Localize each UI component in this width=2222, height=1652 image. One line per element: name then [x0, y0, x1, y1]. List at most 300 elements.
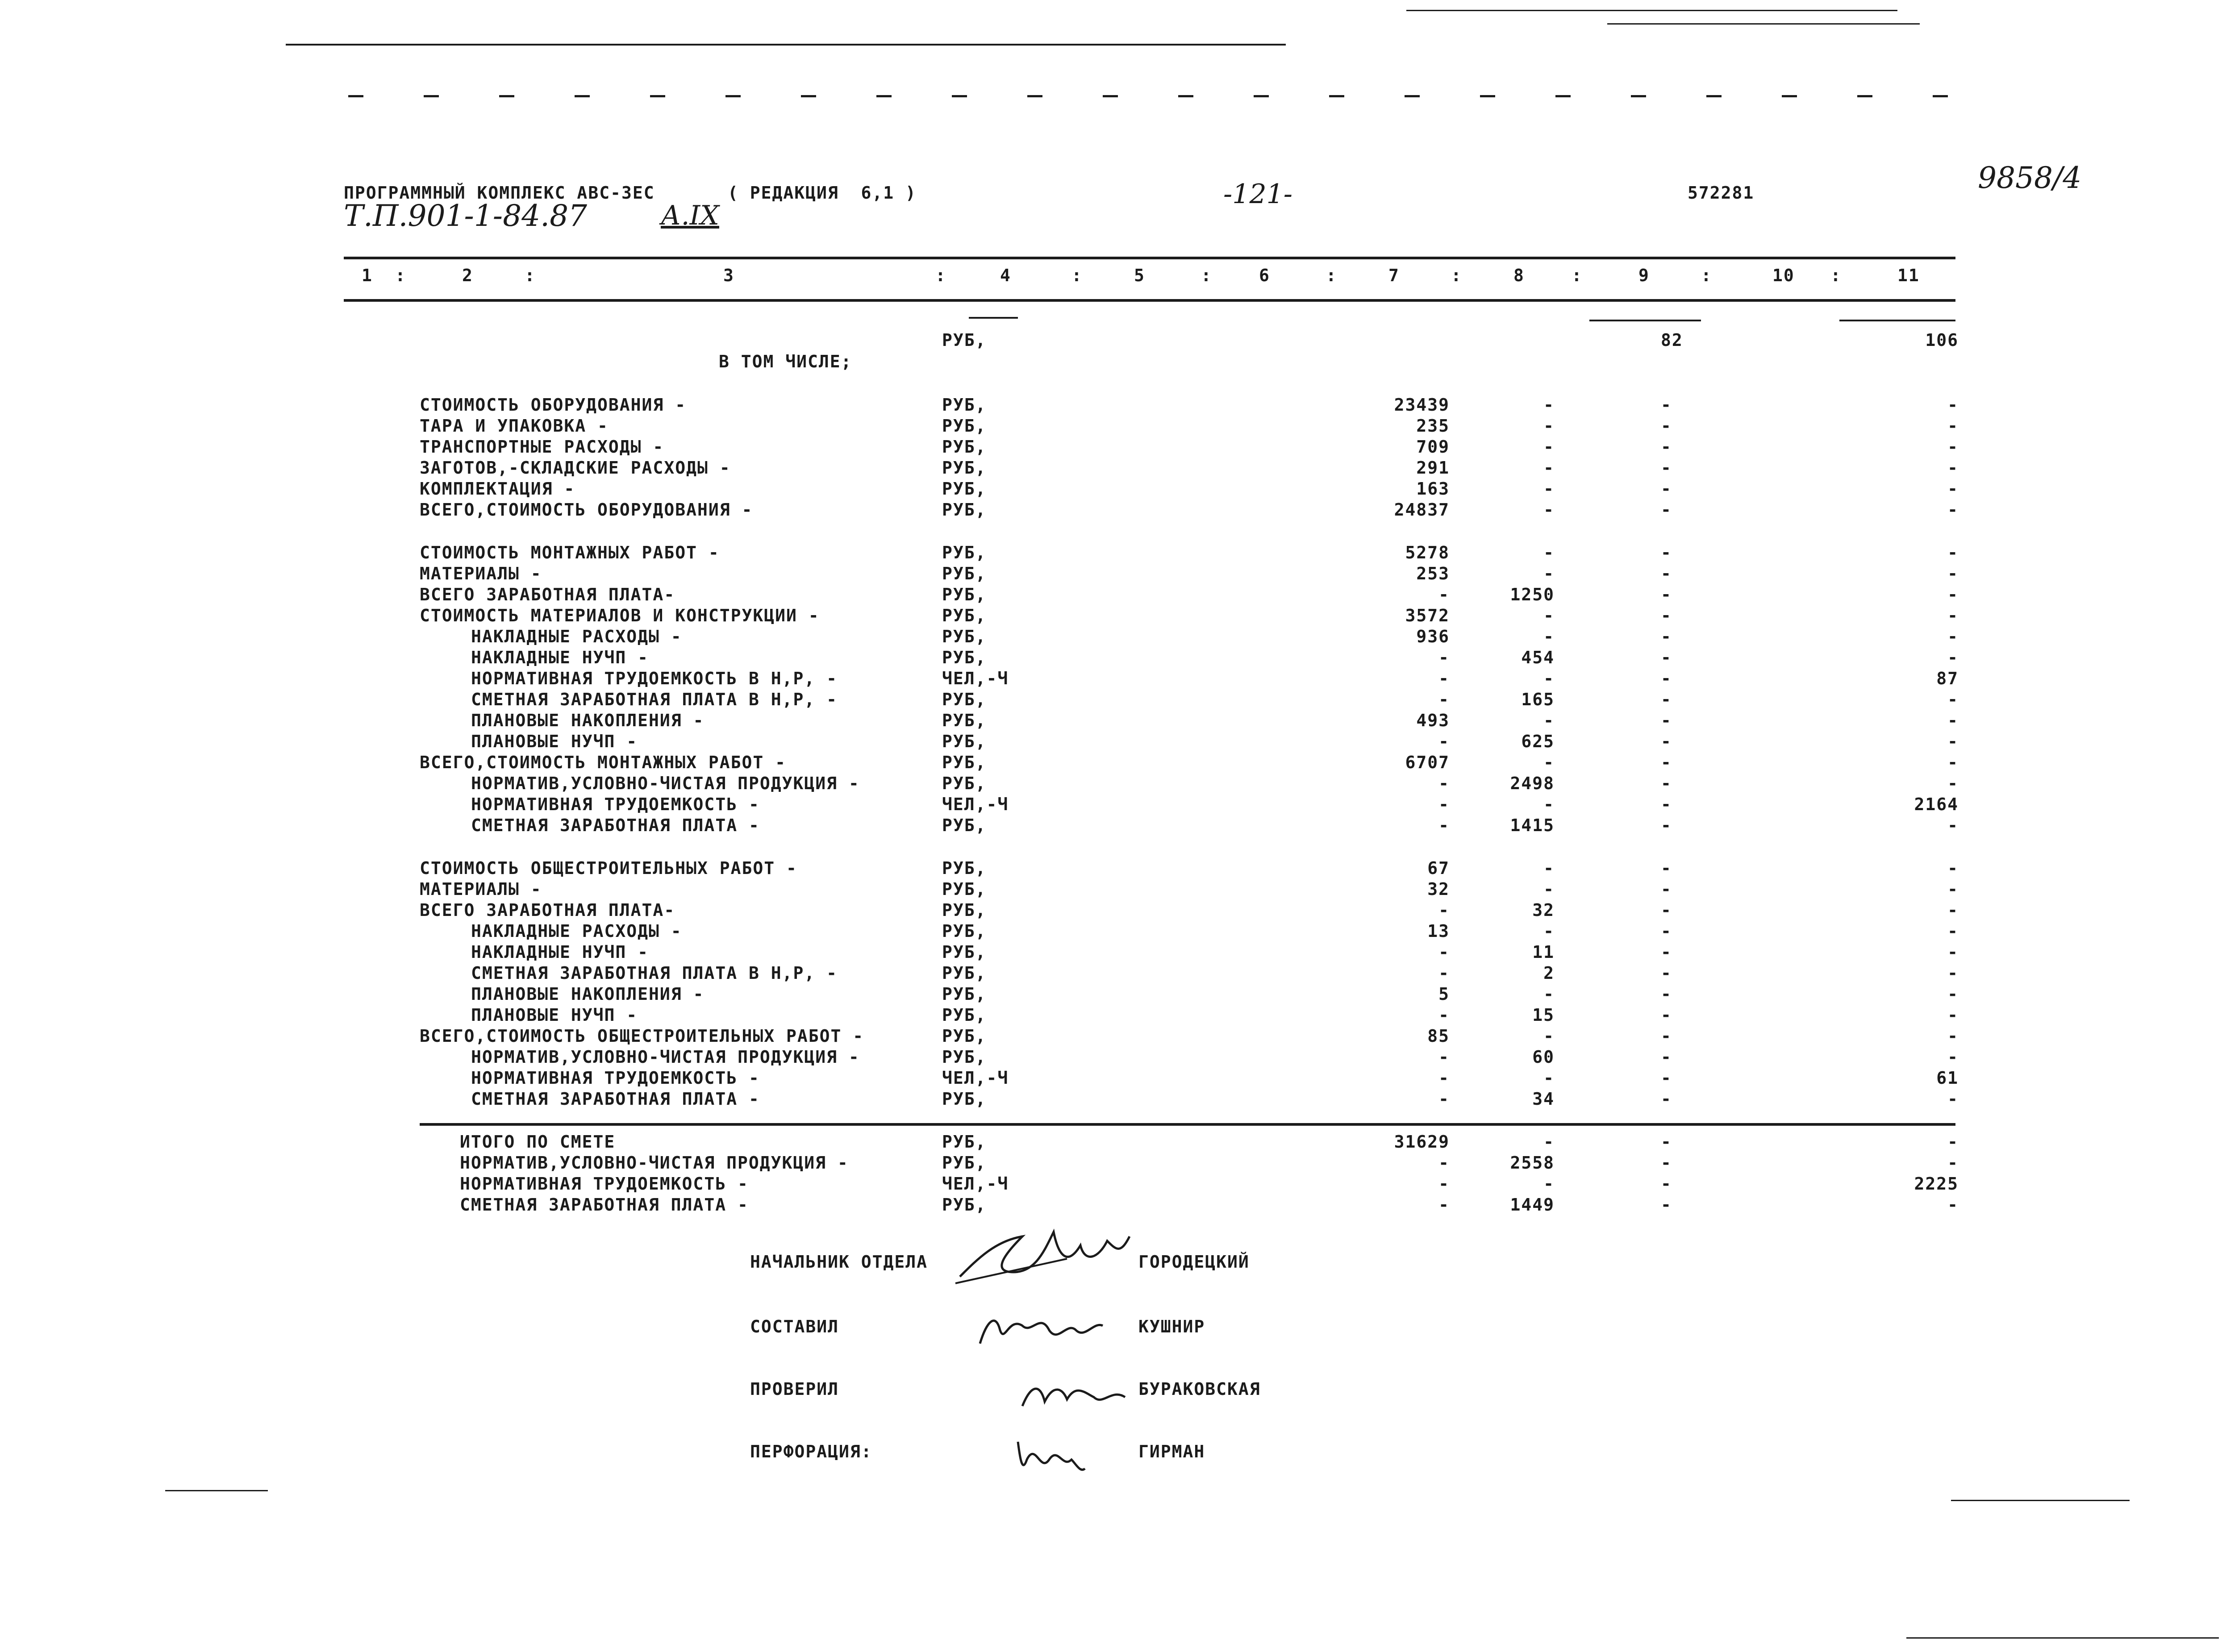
signature-role: ПЕРФОРАЦИЯ: — [750, 1442, 872, 1461]
perforation-dash — [1933, 95, 1948, 97]
signature-name: ГОРОДЕЦКИЙ — [1138, 1252, 1250, 1272]
col7-value: 6707 — [1405, 753, 1450, 772]
col8-value: 2498 — [1510, 774, 1555, 793]
row-unit: РУБ, — [942, 921, 987, 941]
table-row — [0, 564, 2222, 584]
row-unit: РУБ, — [942, 1089, 987, 1109]
col11-value: - — [1947, 774, 1959, 793]
row-unit: РУБ, — [942, 816, 987, 835]
perforation-dash — [499, 95, 514, 97]
row-unit: РУБ, — [942, 690, 987, 709]
col11-value: - — [1947, 500, 1959, 520]
row-label: НАКЛАДНЫЕ РАСХОДЫ - — [471, 627, 682, 646]
column-number: 2 — [462, 266, 473, 285]
col9-value: - — [1661, 1005, 1672, 1025]
row-unit: РУБ, — [942, 879, 987, 899]
table-row — [0, 963, 2222, 984]
signature-mark-3 — [1018, 1375, 1134, 1419]
perforation-dash — [725, 95, 741, 97]
row-label: НОРМАТИВ,УСЛОВНО-ЧИСТАЯ ПРОДУКЦИЯ - — [471, 774, 860, 793]
table-row — [0, 1174, 2222, 1194]
perforation-dash — [952, 95, 967, 97]
perforation-dash — [575, 95, 590, 97]
col9-value: - — [1661, 984, 1672, 1004]
table-row — [0, 627, 2222, 647]
col7-value: - — [1438, 1153, 1450, 1173]
row-label: ИТОГО ПО СМЕТЕ — [460, 1132, 616, 1152]
row-label: МАТЕРИАЛЫ - — [420, 879, 542, 899]
row-unit: РУБ, — [942, 1132, 987, 1152]
col9-value: - — [1661, 627, 1672, 646]
table-row — [0, 1068, 2222, 1089]
perforation-dash — [1027, 95, 1042, 97]
col7-value: 24837 — [1394, 500, 1450, 520]
row-unit: РУБ, — [942, 1005, 987, 1025]
row-label: НОРМАТИВНАЯ ТРУДОЕМКОСТЬ - — [471, 795, 760, 814]
row-label: КОМПЛЕКТАЦИЯ - — [420, 479, 575, 499]
column-number: 9 — [1638, 266, 1650, 285]
table-header-rule — [344, 299, 1955, 302]
col9-value: - — [1661, 1026, 1672, 1046]
col9-value: - — [1661, 816, 1672, 835]
column-header-row — [0, 266, 2222, 288]
row-label: СТОИМОСТЬ ОБЩЕСТРОИТЕЛЬНЫХ РАБОТ - — [420, 858, 797, 878]
table-row — [0, 648, 2222, 668]
row-unit: РУБ, — [942, 1153, 987, 1173]
col11-value: - — [1947, 984, 1959, 1004]
bottom-scan-line-1 — [165, 1490, 268, 1491]
col8-value: 2 — [1543, 963, 1555, 983]
totals-rule — [420, 1123, 1955, 1126]
column-separator: : — [1326, 266, 1337, 285]
row-unit: РУБ, — [942, 458, 987, 478]
col9-value: - — [1661, 1132, 1672, 1152]
column-separator: : — [935, 266, 946, 285]
column-separator: : — [395, 266, 406, 285]
col9-value: - — [1661, 395, 1672, 415]
column-separator: : — [1451, 266, 1462, 285]
col7-value: 85 — [1427, 1026, 1450, 1046]
col7-value: - — [1438, 1195, 1450, 1215]
col9-value: - — [1661, 921, 1672, 941]
row-label: ТАРА И УПАКОВКА - — [420, 416, 609, 436]
perforation-dash — [876, 95, 892, 97]
row-label: НАКЛАДНЫЕ НУЧП - — [471, 942, 649, 962]
col8-value: - — [1543, 564, 1555, 583]
column-separator: : — [1701, 266, 1712, 285]
edition: ( РЕДАКЦИЯ 6,1 ) — [728, 183, 917, 203]
col11-value: - — [1947, 1089, 1959, 1109]
col8-value: 1449 — [1510, 1195, 1555, 1215]
table-row — [0, 437, 2222, 458]
col9-value: - — [1661, 774, 1672, 793]
col7-value: 235 — [1416, 416, 1450, 436]
column-number: 10 — [1772, 266, 1795, 285]
table-row — [0, 1005, 2222, 1026]
row-unit: РУБ, — [942, 606, 987, 625]
row-label: ВСЕГО ЗАРАБОТНАЯ ПЛАТА- — [420, 900, 675, 920]
row-label: НАКЛАДНЫЕ НУЧП - — [471, 648, 649, 667]
row-label: ПЛАНОВЫЕ НАКОПЛЕНИЯ - — [471, 711, 705, 730]
row-unit: РУБ, — [942, 774, 987, 793]
col8-value: 11 — [1532, 942, 1555, 962]
col7-value: - — [1438, 963, 1450, 983]
col9-value: - — [1661, 437, 1672, 457]
col11-value: - — [1947, 690, 1959, 709]
col8-value: 625 — [1521, 732, 1555, 751]
signature-role: ПРОВЕРИЛ — [750, 1379, 839, 1399]
perforation-dash — [1782, 95, 1797, 97]
col7-value: - — [1438, 900, 1450, 920]
row-unit: РУБ, — [942, 753, 987, 772]
col9-value: - — [1661, 500, 1672, 520]
col8-value: - — [1543, 984, 1555, 1004]
column-number: 6 — [1259, 266, 1270, 285]
col9-value: - — [1661, 1153, 1672, 1173]
row-label: ПЛАНОВЫЕ НУЧП - — [471, 1005, 638, 1025]
column-separator: : — [1830, 266, 1842, 285]
col7-value: - — [1438, 1068, 1450, 1088]
album: А.IX — [661, 200, 719, 231]
row-label: ЗАГОТОВ,-СКЛАДСКИЕ РАСХОДЫ - — [420, 458, 731, 478]
table-row — [0, 585, 2222, 605]
col9-value: - — [1661, 711, 1672, 730]
col9-value: - — [1661, 858, 1672, 878]
col7-value: 291 — [1416, 458, 1450, 478]
column-number: 7 — [1388, 266, 1400, 285]
row-label: СМЕТНАЯ ЗАРАБОТНАЯ ПЛАТА В Н,Р, - — [471, 690, 838, 709]
col8-value: 1250 — [1510, 585, 1555, 604]
corner-number: 9858/4 — [1978, 161, 2082, 195]
perforation-dash — [1555, 95, 1571, 97]
col11-value: 87 — [1936, 669, 1959, 688]
row-label: СМЕТНАЯ ЗАРАБОТНАЯ ПЛАТА В Н,Р, - — [471, 963, 838, 983]
col7-value: 3572 — [1405, 606, 1450, 625]
row-label: СТОИМОСТЬ ОБОРУДОВАНИЯ - — [420, 395, 687, 415]
col8-value: - — [1543, 1174, 1555, 1194]
col7-value: - — [1438, 732, 1450, 751]
perforation-dash — [1254, 95, 1269, 97]
col11-value: - — [1947, 648, 1959, 667]
table-row — [0, 543, 2222, 563]
col9-value: - — [1661, 1068, 1672, 1088]
col8-value: 15 — [1532, 1005, 1555, 1025]
col11-value: - — [1947, 858, 1959, 878]
perforation-dash — [1631, 95, 1646, 97]
table-row — [0, 606, 2222, 626]
signature-mark-4 — [1009, 1433, 1089, 1482]
top-scan-line-3 — [1607, 23, 1920, 25]
col7-value: - — [1438, 648, 1450, 667]
col11-value: - — [1947, 753, 1959, 772]
col9-value: - — [1661, 963, 1672, 983]
column-number: 8 — [1513, 266, 1525, 285]
col7-value: - — [1438, 774, 1450, 793]
row-unit: РУБ, — [942, 395, 987, 415]
row-label: СТОИМОСТЬ МАТЕРИАЛОВ И КОНСТРУКЦИИ - — [420, 606, 820, 625]
row-label: СМЕТНАЯ ЗАРАБОТНАЯ ПЛАТА - — [471, 1089, 760, 1109]
row-unit: ЧЕЛ,-Ч — [942, 1174, 1009, 1194]
row-label: НОРМАТИВНАЯ ТРУДОЕМКОСТЬ - — [471, 1068, 760, 1088]
col8-value: 165 — [1521, 690, 1555, 709]
col8-value: - — [1543, 1026, 1555, 1046]
col7-value: 163 — [1416, 479, 1450, 499]
table-row — [0, 984, 2222, 1005]
col7-value: 253 — [1416, 564, 1450, 583]
col11-value: - — [1947, 1005, 1959, 1025]
table-row — [0, 816, 2222, 836]
col9-value: - — [1661, 543, 1672, 562]
column-separator: : — [525, 266, 536, 285]
row-unit: РУБ, — [942, 437, 987, 457]
col8-value: - — [1543, 711, 1555, 730]
perforation-dash-row — [0, 92, 2222, 100]
column-number: 4 — [1000, 266, 1011, 285]
top-scan-line-2 — [1406, 10, 1897, 11]
row-unit: РУБ, — [942, 479, 987, 499]
table-row — [0, 458, 2222, 479]
top-scan-line-1 — [286, 44, 1286, 46]
row-unit: ЧЕЛ,-Ч — [942, 1068, 1009, 1088]
row-unit: РУБ, — [942, 627, 987, 646]
col8-value: - — [1543, 500, 1555, 520]
perforation-dash — [1178, 95, 1193, 97]
signature-name: ГИРМАН — [1138, 1442, 1205, 1461]
row-unit: ЧЕЛ,-Ч — [942, 795, 1009, 814]
column-separator: : — [1201, 266, 1212, 285]
table-row — [0, 879, 2222, 900]
bottom-scan-line-2 — [1951, 1500, 2130, 1501]
col11-value: 2225 — [1914, 1174, 1959, 1194]
table-row — [0, 416, 2222, 437]
table-row — [0, 1132, 2222, 1153]
table-row — [0, 858, 2222, 879]
table-row — [0, 942, 2222, 963]
col11-overline — [1839, 320, 1955, 321]
col7-value: - — [1438, 1089, 1450, 1109]
table-row — [0, 921, 2222, 942]
row-unit: ЧЕЛ,-Ч — [942, 669, 1009, 688]
row-unit: РУБ, — [942, 858, 987, 878]
perforation-dash — [1329, 95, 1344, 97]
row-unit: РУБ, — [942, 942, 987, 962]
row-label: НОРМАТИВНАЯ ТРУДОЕМКОСТЬ В Н,Р, - — [471, 669, 838, 688]
row-label: ВСЕГО,СТОИМОСТЬ ОБЩЕСТРОИТЕЛЬНЫХ РАБОТ - — [420, 1026, 864, 1046]
col7-value: - — [1438, 942, 1450, 962]
table-row — [0, 395, 2222, 416]
table-row — [0, 479, 2222, 499]
col8-value: - — [1543, 395, 1555, 415]
col7-value: - — [1438, 1047, 1450, 1067]
col11-value: - — [1947, 942, 1959, 962]
col9-value: - — [1661, 942, 1672, 962]
col7-value: 31629 — [1394, 1132, 1450, 1152]
unit-underline — [969, 317, 1018, 319]
table-row — [0, 732, 2222, 752]
col11-value: - — [1947, 458, 1959, 478]
row-unit: РУБ, — [942, 732, 987, 751]
table-row — [0, 330, 2222, 351]
col7-value: 67 — [1427, 858, 1450, 878]
col8-value: 32 — [1532, 900, 1555, 920]
col8-value: 34 — [1532, 1089, 1555, 1109]
col7-value: 493 — [1416, 711, 1450, 730]
column-number: 3 — [723, 266, 734, 285]
row-unit: РУБ, — [942, 900, 987, 920]
column-number: 11 — [1897, 266, 1920, 285]
col11-value: - — [1947, 1047, 1959, 1067]
col9-value: - — [1661, 669, 1672, 688]
perforation-dash — [1480, 95, 1495, 97]
row-unit: РУБ, — [942, 1026, 987, 1046]
col9-value: - — [1661, 753, 1672, 772]
col7-value: - — [1438, 795, 1450, 814]
row-label: ВСЕГО,СТОИМОСТЬ МОНТАЖНЫХ РАБОТ - — [420, 753, 786, 772]
col8-value: - — [1543, 921, 1555, 941]
col7-value: - — [1438, 690, 1450, 709]
row-unit: РУБ, — [942, 1047, 987, 1067]
perforation-dash — [650, 95, 665, 97]
row-label: В ТОМ ЧИСЛЕ; — [719, 352, 852, 371]
table-row — [0, 1047, 2222, 1068]
row-unit: РУБ, — [942, 500, 987, 520]
signature-role: СОСТАВИЛ — [750, 1317, 839, 1336]
col11-value: - — [1947, 479, 1959, 499]
column-separator: : — [1572, 266, 1583, 285]
table-row — [0, 795, 2222, 815]
row-label: ТРАНСПОРТНЫЕ РАСХОДЫ - — [420, 437, 664, 457]
row-label: ВСЕГО,СТОИМОСТЬ ОБОРУДОВАНИЯ - — [420, 500, 753, 520]
column-number: 1 — [362, 266, 373, 285]
col11-value: - — [1947, 416, 1959, 436]
col8-value: - — [1543, 1068, 1555, 1088]
perforation-dash — [1103, 95, 1118, 97]
col7-value: 13 — [1427, 921, 1450, 941]
row-label: НОРМАТИВ,УСЛОВНО-ЧИСТАЯ ПРОДУКЦИЯ - — [471, 1047, 860, 1067]
col11-value: - — [1947, 963, 1959, 983]
row-unit: РУБ, — [942, 330, 987, 350]
row-label: ПЛАНОВЫЕ НУЧП - — [471, 732, 638, 751]
row-unit: РУБ, — [942, 416, 987, 436]
col8-value: - — [1543, 479, 1555, 499]
col11-value: - — [1947, 816, 1959, 835]
col8-value: - — [1543, 606, 1555, 625]
table-top-rule — [344, 257, 1955, 259]
row-unit: РУБ, — [942, 1195, 987, 1215]
col9-value: - — [1661, 416, 1672, 436]
col11-value: 106 — [1925, 330, 1959, 350]
col11-value: - — [1947, 1026, 1959, 1046]
col7-value: 23439 — [1394, 395, 1450, 415]
row-unit: РУБ, — [942, 648, 987, 667]
col11-value: - — [1947, 921, 1959, 941]
perforation-dash — [801, 95, 816, 97]
col8-value: 454 — [1521, 648, 1555, 667]
row-label: МАТЕРИАЛЫ - — [420, 564, 542, 583]
col7-value: - — [1438, 816, 1450, 835]
table-row — [0, 774, 2222, 794]
col9-value: - — [1661, 1047, 1672, 1067]
col7-value: - — [1438, 669, 1450, 688]
row-unit: РУБ, — [942, 585, 987, 604]
col11-value: - — [1947, 711, 1959, 730]
col11-value: - — [1947, 395, 1959, 415]
col9-overline — [1589, 320, 1701, 321]
col9-value: - — [1661, 585, 1672, 604]
signature-name: КУШНИР — [1138, 1317, 1205, 1336]
page-number: -121- — [1223, 179, 1293, 210]
col11-value: - — [1947, 564, 1959, 583]
table-row — [0, 1153, 2222, 1173]
col11-value: - — [1947, 732, 1959, 751]
table-row — [0, 500, 2222, 520]
col11-value: - — [1947, 585, 1959, 604]
perforation-dash — [1706, 95, 1722, 97]
col11-value: - — [1947, 543, 1959, 562]
col8-value: - — [1543, 437, 1555, 457]
signature-name: БУРАКОВСКАЯ — [1138, 1379, 1261, 1399]
col11-value: - — [1947, 879, 1959, 899]
col7-value: - — [1438, 1005, 1450, 1025]
col8-value: - — [1543, 753, 1555, 772]
perforation-dash — [1857, 95, 1872, 97]
row-label: СТОИМОСТЬ МОНТАЖНЫХ РАБОТ - — [420, 543, 720, 562]
row-label: НОРМАТИВНАЯ ТРУДОЕМКОСТЬ - — [460, 1174, 749, 1194]
row-label: ВСЕГО ЗАРАБОТНАЯ ПЛАТА- — [420, 585, 675, 604]
col9-value: - — [1661, 564, 1672, 583]
col9-value: - — [1661, 879, 1672, 899]
col8-value: - — [1543, 543, 1555, 562]
col8-value: - — [1543, 879, 1555, 899]
table-row — [0, 669, 2222, 689]
row-label: СМЕТНАЯ ЗАРАБОТНАЯ ПЛАТА - — [460, 1195, 749, 1215]
row-label: НАКЛАДНЫЕ РАСХОДЫ - — [471, 921, 682, 941]
col9-value: 82 — [1661, 330, 1683, 350]
col11-value: - — [1947, 627, 1959, 646]
col8-value: - — [1543, 627, 1555, 646]
col9-value: - — [1661, 1195, 1672, 1215]
col11-value: - — [1947, 1132, 1959, 1152]
col7-value: 5278 — [1405, 543, 1450, 562]
col9-value: - — [1661, 458, 1672, 478]
signature-mark-1 — [951, 1205, 1138, 1294]
perforation-dash — [1405, 95, 1420, 97]
row-unit: РУБ, — [942, 984, 987, 1004]
col9-value: - — [1661, 479, 1672, 499]
col11-value: - — [1947, 900, 1959, 920]
col7-value: 32 — [1427, 879, 1450, 899]
col7-value: - — [1438, 585, 1450, 604]
col9-value: - — [1661, 648, 1672, 667]
row-label: СМЕТНАЯ ЗАРАБОТНАЯ ПЛАТА - — [471, 816, 760, 835]
table-row — [0, 1026, 2222, 1047]
row-label: НОРМАТИВ,УСЛОВНО-ЧИСТАЯ ПРОДУКЦИЯ - — [460, 1153, 849, 1173]
col9-value: - — [1661, 795, 1672, 814]
signature-role: НАЧАЛЬНИК ОТДЕЛА — [750, 1252, 928, 1272]
col7-value: 709 — [1416, 437, 1450, 457]
bottom-scan-line-3 — [1906, 1637, 2219, 1639]
row-unit: РУБ, — [942, 543, 987, 562]
col11-value: - — [1947, 437, 1959, 457]
col8-value: - — [1543, 416, 1555, 436]
perforation-dash — [348, 95, 363, 97]
column-separator: : — [1071, 266, 1083, 285]
col11-value: - — [1947, 606, 1959, 625]
table-row — [0, 711, 2222, 731]
col8-value: 1415 — [1510, 816, 1555, 835]
col11-value: 61 — [1936, 1068, 1959, 1088]
col9-value: - — [1661, 1089, 1672, 1109]
